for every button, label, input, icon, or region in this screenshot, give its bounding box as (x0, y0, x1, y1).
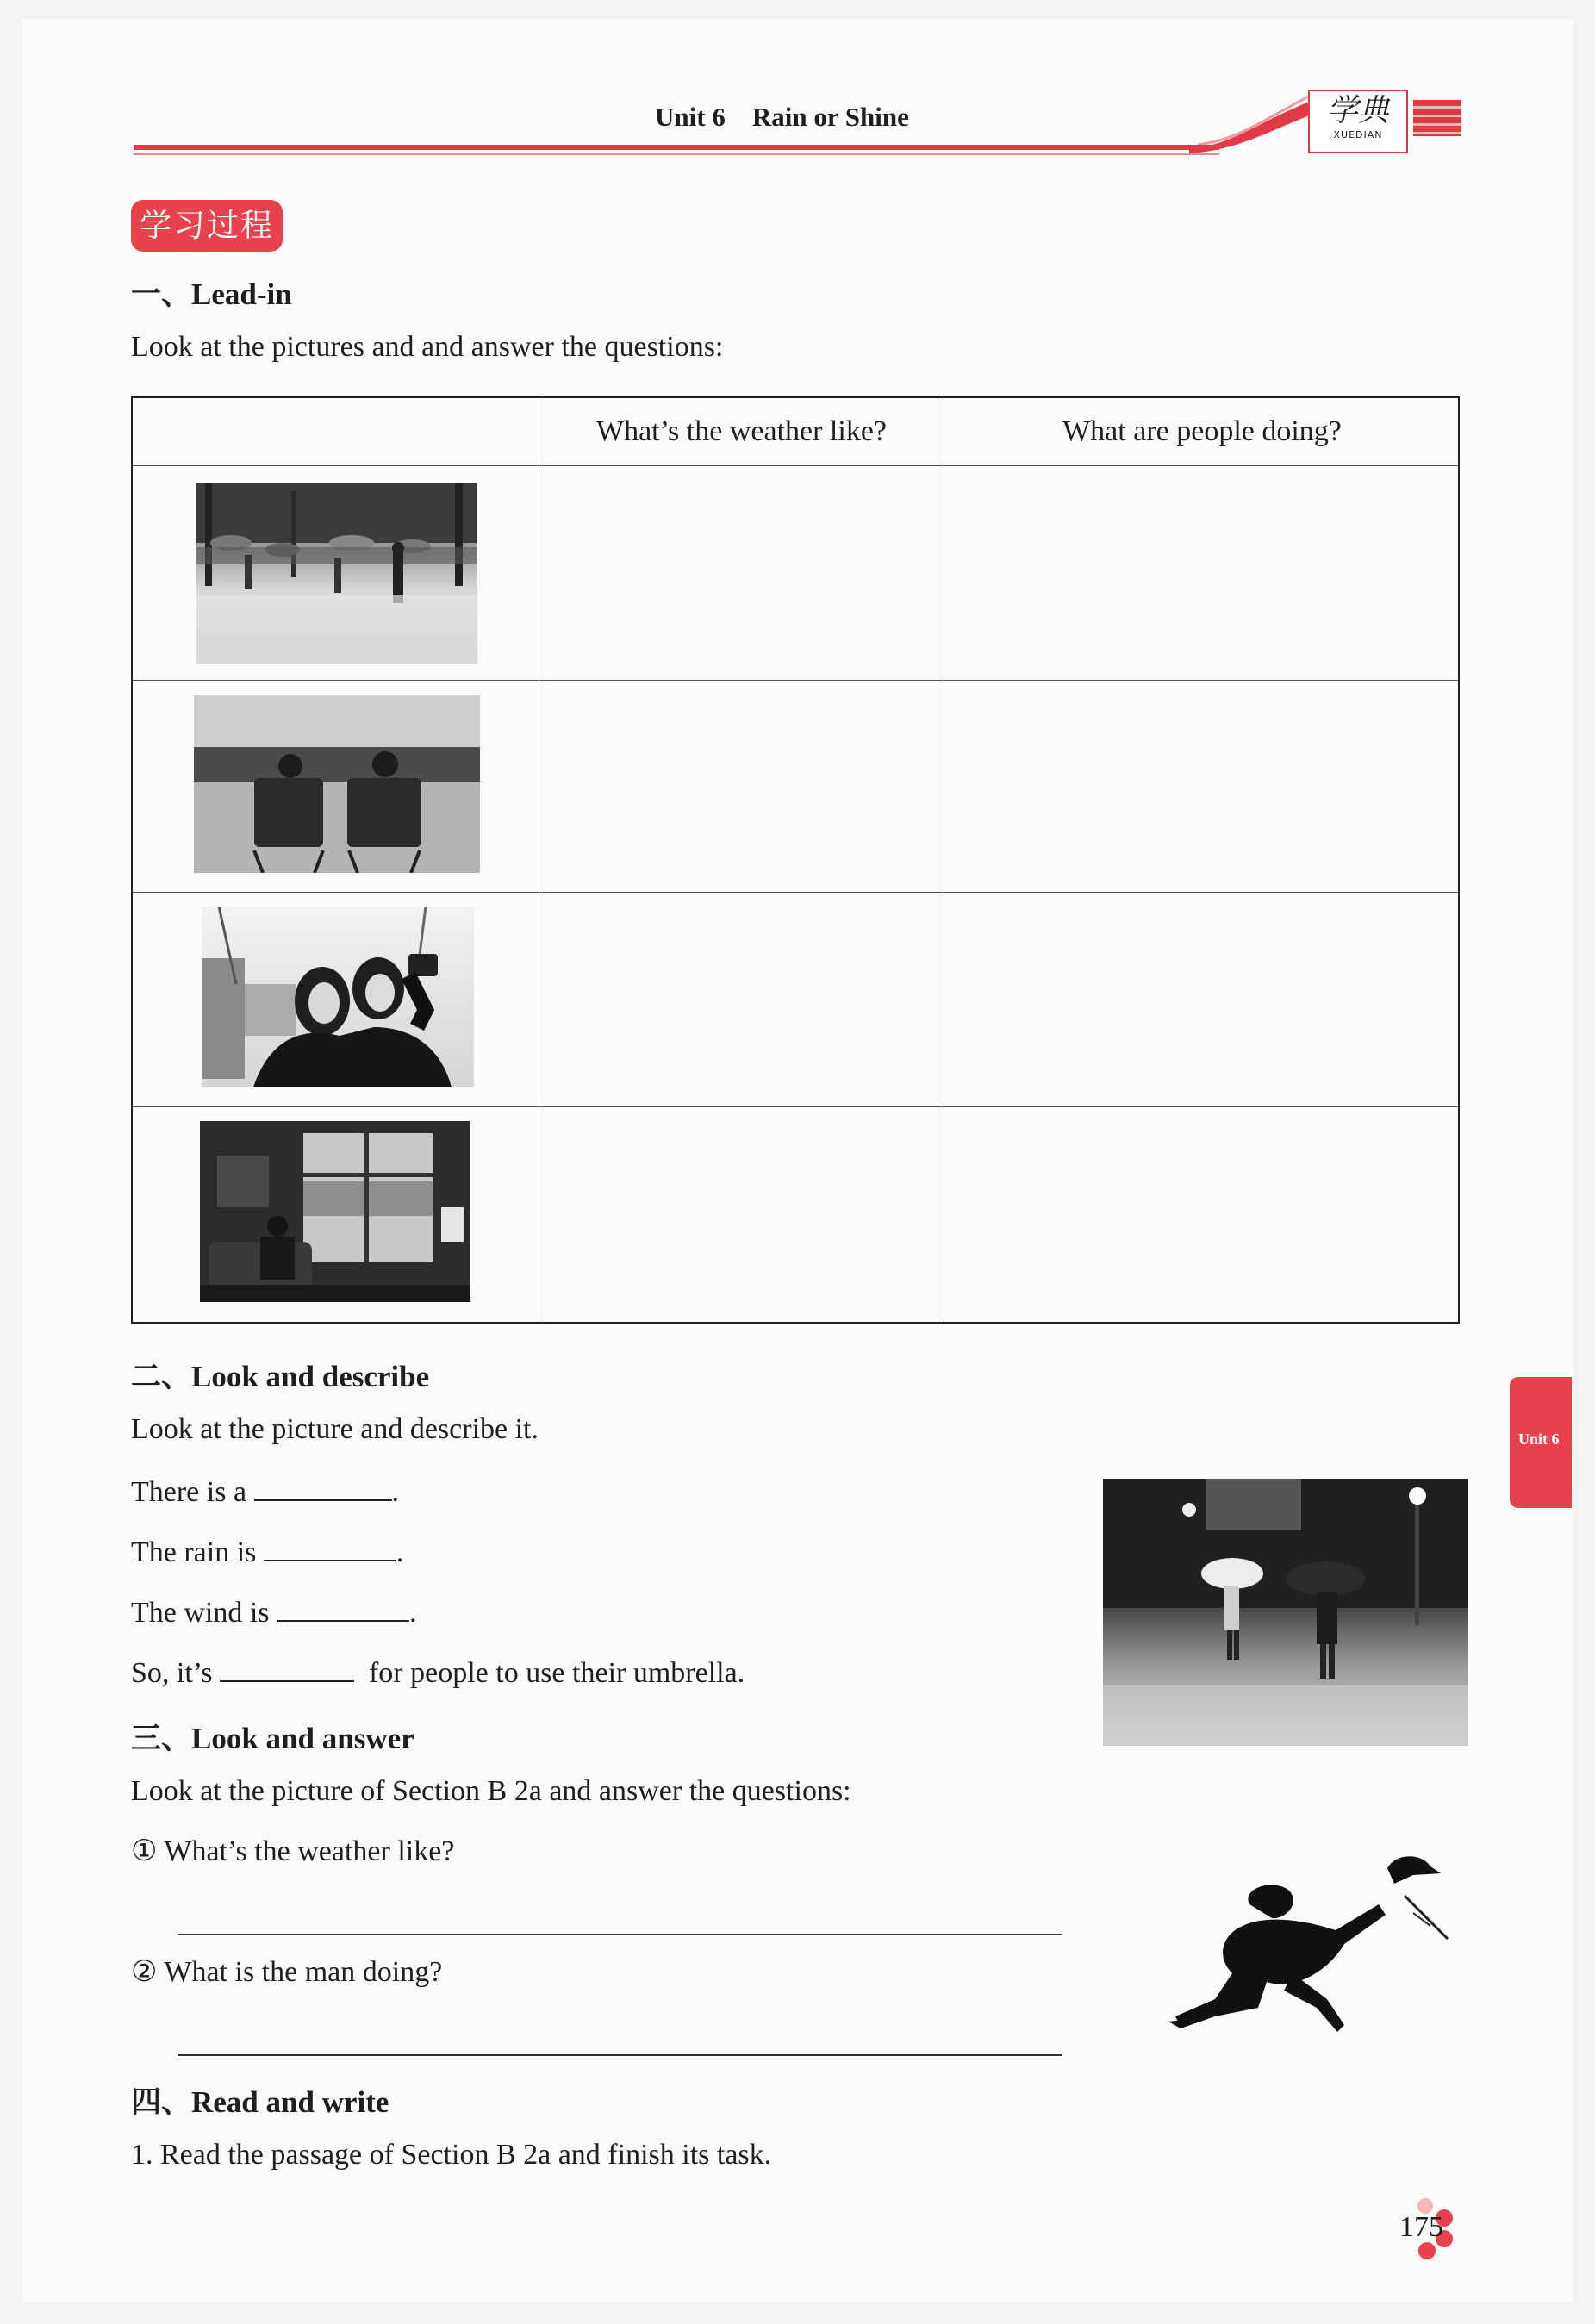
publisher-logo: 学典 XUEDIAN (1308, 90, 1408, 153)
fill-blank-2[interactable] (264, 1534, 396, 1561)
table-header-empty (133, 398, 539, 465)
table-header-weather: What’s the weather like? (595, 415, 887, 447)
rainy-night-umbrella-photo (1103, 1479, 1468, 1746)
answer-line-1[interactable] (178, 1934, 1062, 1935)
header-rule (134, 145, 1219, 150)
fill-blank-1[interactable] (254, 1474, 392, 1501)
describe-line-2: The rain is . (131, 1534, 403, 1569)
logo-stripes-decoration (1413, 100, 1461, 136)
section-heading-look-describe: 二、Look and describe (131, 1360, 430, 1393)
answer-line-2[interactable] (178, 2054, 1062, 2056)
page-number: 175 (1399, 2211, 1443, 2243)
section-heading-read-write: 四、Read and write (131, 2085, 389, 2119)
couple-selfie-snow-photo (202, 907, 474, 1087)
describe-instruction: Look at the picture and describe it. (131, 1413, 539, 1445)
lead-in-table (131, 396, 1460, 1324)
rainy-street-umbrellas-photo (196, 483, 477, 664)
describe-line-3: The wind is . (131, 1594, 417, 1629)
fill-blank-4[interactable] (220, 1654, 354, 1682)
lead-in-instruction: Look at the pictures and and answer the questions: (131, 331, 724, 363)
question-2: ② What is the man doing? (131, 1956, 443, 1988)
describe-line-4: So, it’s for people to use their umbrella. (131, 1654, 745, 1690)
answer-instruction: Look at the picture of Section B 2a and answer the questions: (131, 1775, 851, 1807)
read-write-item-1: 1. Read the passage of Section B 2a and finish its task. (131, 2139, 772, 2171)
unit-side-tab-label: Unit 6 (1518, 1430, 1560, 1448)
section-heading-lead-in: 一、Lead-in (131, 277, 292, 311)
table-header-doing: What are people doing? (1062, 415, 1342, 447)
couple-beach-chairs-photo (194, 695, 480, 873)
section-badge: 学习过程 (131, 200, 283, 252)
question-1: ① What’s the weather like? (131, 1835, 455, 1867)
person-indoors-window-photo (200, 1121, 470, 1302)
section-heading-look-answer: 三、Look and answer (131, 1722, 414, 1755)
header-rule-thin (134, 153, 1219, 155)
running-header: Unit 6 Rain or Shine (655, 102, 909, 132)
running-man-silhouette (1120, 1844, 1456, 2068)
fill-blank-3[interactable] (277, 1594, 409, 1622)
describe-line-1: There is a . (131, 1474, 399, 1509)
